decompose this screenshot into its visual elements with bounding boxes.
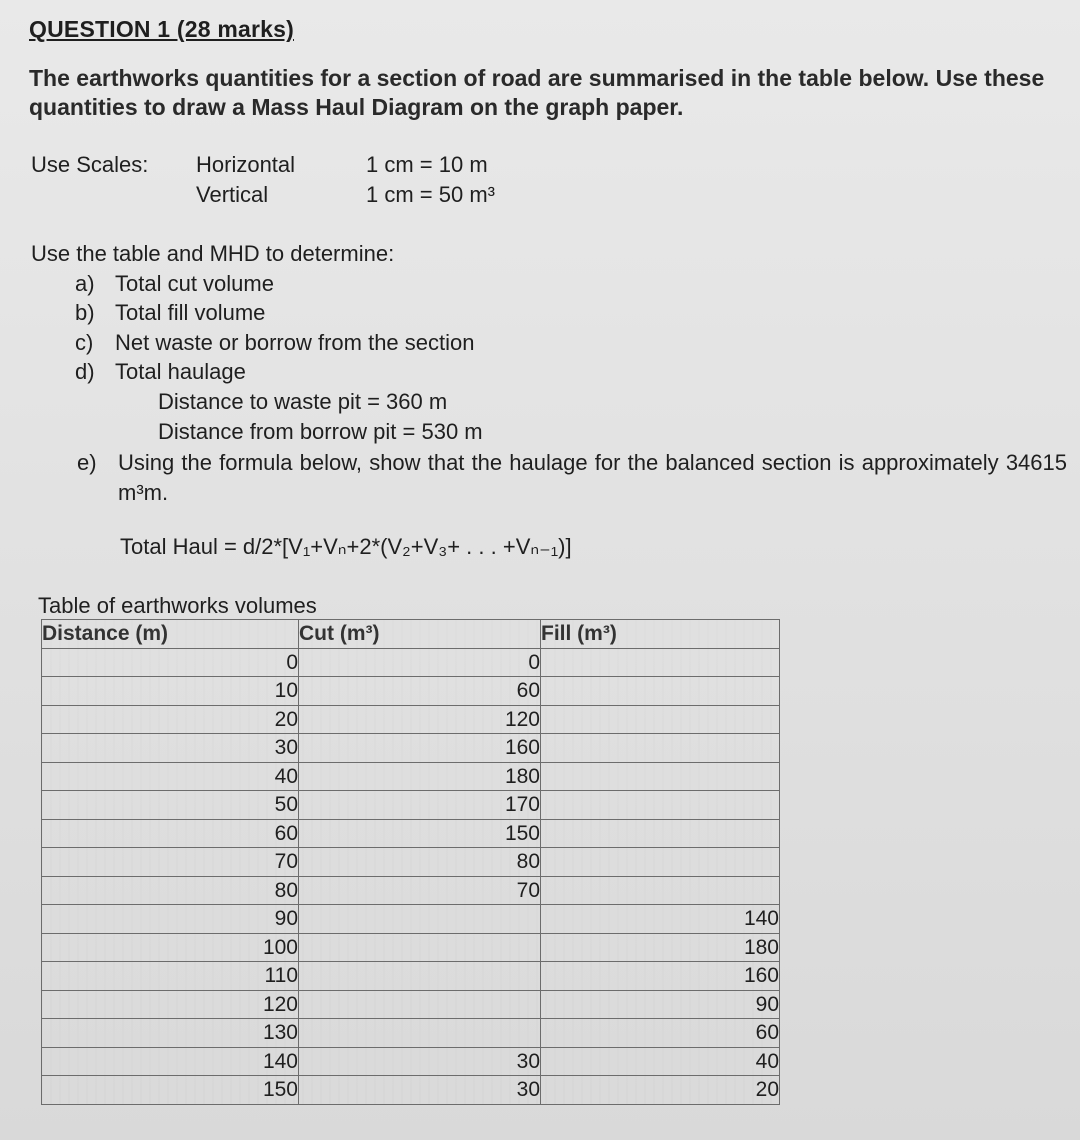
- fill-cell: 40: [541, 1047, 780, 1076]
- header-distance: Distance (m): [42, 620, 299, 649]
- question-item-d: [75, 359, 246, 385]
- fill-cell: [541, 734, 780, 763]
- question-item-c: [75, 330, 474, 356]
- question-item-e: [77, 448, 1067, 508]
- item-text: Total fill volume: [115, 300, 266, 325]
- cut-cell: 80: [299, 848, 541, 877]
- scale-vertical-name: Vertical: [196, 182, 269, 207]
- distance-cell: 20: [42, 705, 299, 734]
- haul-formula: Total Haul = d/2*[V₁+Vₙ+2*(V₂+V₃+ . . . +Vₙ₋₁)]: [120, 534, 572, 559]
- table-row: [42, 677, 780, 706]
- distance-cell: 110: [42, 962, 299, 991]
- table-body: [42, 648, 780, 1104]
- table-row: [42, 705, 780, 734]
- cut-cell: 30: [299, 1076, 541, 1105]
- scale-vertical-value: 1 cm = 50 m³: [366, 182, 495, 207]
- distance-cell: 30: [42, 734, 299, 763]
- table-row: [42, 905, 780, 934]
- table-row: [42, 762, 780, 791]
- cut-cell: [299, 905, 541, 934]
- table-row: [42, 1019, 780, 1048]
- item-text: Total haulage: [115, 359, 246, 384]
- table-row: [42, 791, 780, 820]
- cut-cell: 180: [299, 762, 541, 791]
- question-title: QUESTION 1 (28 marks): [29, 16, 294, 42]
- distance-cell: 60: [42, 819, 299, 848]
- distance-cell: 10: [42, 677, 299, 706]
- item-label: d): [75, 359, 95, 384]
- item-label: b): [75, 300, 95, 325]
- distance-cell: 140: [42, 1047, 299, 1076]
- table-row: [42, 734, 780, 763]
- fill-cell: [541, 648, 780, 677]
- fill-cell: [541, 705, 780, 734]
- question-item-b: [75, 300, 265, 326]
- cut-cell: 70: [299, 876, 541, 905]
- item-label: e): [77, 450, 97, 475]
- distance-cell: 100: [42, 933, 299, 962]
- fill-cell: 90: [541, 990, 780, 1019]
- cut-cell: 60: [299, 677, 541, 706]
- distance-cell: 70: [42, 848, 299, 877]
- cut-cell: 30: [299, 1047, 541, 1076]
- table-row: [42, 990, 780, 1019]
- fill-cell: 160: [541, 962, 780, 991]
- distance-cell: 40: [42, 762, 299, 791]
- distance-cell: 0: [42, 648, 299, 677]
- distance-cell: 80: [42, 876, 299, 905]
- cut-cell: [299, 962, 541, 991]
- question-intro: The earthworks quantities for a section of road are summarised in the table below. Use these quantities to draw a Mass Haul Diagram on the graph paper.: [29, 65, 1045, 120]
- fill-cell: [541, 819, 780, 848]
- table-row: [42, 648, 780, 677]
- distance-cell: 90: [42, 905, 299, 934]
- table-caption: Table of earthworks volumes: [38, 593, 317, 618]
- item-text: Using the formula below, show that the haulage for the balanced section is approximately 34615 m³m.: [118, 450, 1067, 505]
- table-row: [42, 876, 780, 905]
- distance-cell: 150: [42, 1076, 299, 1105]
- cut-cell: [299, 990, 541, 1019]
- table-header-row: [42, 620, 780, 649]
- fill-cell: 60: [541, 1019, 780, 1048]
- cut-cell: 0: [299, 648, 541, 677]
- cut-cell: 170: [299, 791, 541, 820]
- cut-cell: [299, 1019, 541, 1048]
- item-label: c): [75, 330, 94, 355]
- item-text: Total cut volume: [115, 271, 274, 296]
- borrow-pit-distance: Distance from borrow pit = 530 m: [158, 419, 483, 444]
- cut-cell: 160: [299, 734, 541, 763]
- earthworks-table: [41, 619, 780, 1105]
- cut-cell: [299, 933, 541, 962]
- fill-cell: 180: [541, 933, 780, 962]
- fill-cell: [541, 876, 780, 905]
- determine-heading: Use the table and MHD to determine:: [31, 241, 395, 266]
- cut-cell: 150: [299, 819, 541, 848]
- scale-horizontal-name: Horizontal: [196, 152, 296, 177]
- fill-cell: [541, 762, 780, 791]
- table-row: [42, 1076, 780, 1105]
- item-text: Net waste or borrow from the section: [115, 330, 475, 355]
- table-row: [42, 962, 780, 991]
- header-fill: Fill (m³): [541, 620, 780, 649]
- table-row: [42, 848, 780, 877]
- header-cut: Cut (m³): [299, 620, 541, 649]
- table-row: [42, 819, 780, 848]
- fill-cell: 20: [541, 1076, 780, 1105]
- item-label: a): [75, 271, 95, 296]
- distance-cell: 50: [42, 791, 299, 820]
- fill-cell: [541, 848, 780, 877]
- fill-cell: [541, 791, 780, 820]
- table-row: [42, 1047, 780, 1076]
- scale-horizontal-value: 1 cm = 10 m: [366, 152, 488, 177]
- distance-cell: 130: [42, 1019, 299, 1048]
- question-item-a: [75, 271, 274, 297]
- scales-label: Use Scales:: [31, 152, 149, 177]
- fill-cell: 140: [541, 905, 780, 934]
- distance-cell: 120: [42, 990, 299, 1019]
- fill-cell: [541, 677, 780, 706]
- waste-pit-distance: Distance to waste pit = 360 m: [158, 389, 448, 414]
- cut-cell: 120: [299, 705, 541, 734]
- table-row: [42, 933, 780, 962]
